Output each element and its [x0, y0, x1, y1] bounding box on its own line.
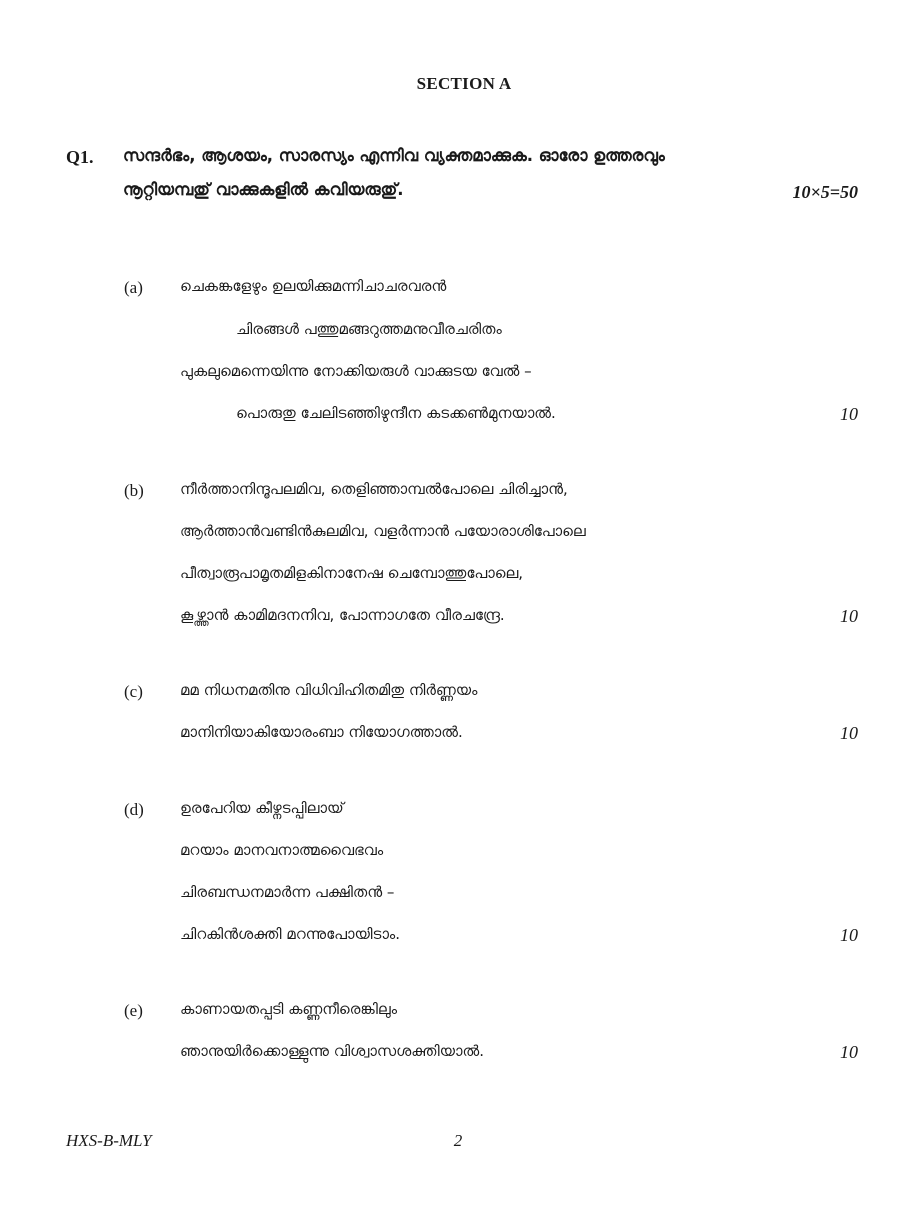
- section-title: SECTION A: [416, 74, 512, 93]
- passage-label: (b): [124, 481, 144, 500]
- passage-label: (c): [124, 682, 143, 701]
- question-total-marks: 10×5=50: [792, 182, 858, 202]
- verse-line: നീർത്താനിന്ദൂപലമിവ, തെളിഞ്ഞാമ്പൽപോലെ ചിരിച്ചാൻ,: [180, 480, 568, 498]
- verse-line: ഉരപേറിയ കീഴ്നടപ്പിലായ്: [180, 799, 344, 817]
- verse-line: കൂഴ്ത്താൻ കാമിമദനനിവ, പോന്നാഗതേ വീരചന്ദ്രേ.: [180, 606, 505, 624]
- passage-label: (d): [124, 800, 144, 819]
- verse-line: ആർത്താൻവണ്ടിൻകുലമിവ, വളർന്നാൻ പയോരാശിപോലെ: [180, 522, 586, 540]
- question-instruction-line-2: നൂറ്റിയമ്പതു് വാക്കുകളിൽ കവിയരുതു്.: [123, 180, 404, 199]
- verse-line: കാണായതപ്പടി കണ്ണനീരെങ്കിലും: [180, 1000, 398, 1018]
- passage-marks: 10: [840, 404, 858, 424]
- passage-marks: 10: [840, 1042, 858, 1062]
- verse-line: മമ നിധനമതിനു വിധിവിഹിതമിതു നിർണ്ണയം: [180, 681, 478, 699]
- verse-line: പൊരുതു ചേലിടഞ്ഞിഴുന്ദീന കടക്കൺമുനയാൽ.: [236, 404, 556, 422]
- passage-marks: 10: [840, 925, 858, 945]
- passage-label: (e): [124, 1001, 143, 1020]
- verse-line: മറയാം മാനവനാത്മവൈഭവം: [180, 841, 384, 859]
- verse-line: പീത്വാരൂപാമൃതമിളകിനാനേഷ ചെമ്പോത്തുപോലെ,: [180, 564, 524, 582]
- verse-line: ഞാനുയിർക്കൊള്ളുന്നു വിശ്വാസശക്തിയാൽ.: [180, 1042, 484, 1060]
- verse-line: ചിരബന്ധനമാർന്ന പക്ഷിതൻ –: [180, 883, 395, 901]
- verse-line: ചിറകിൻശക്തി മറന്നുപോയിടാം.: [180, 925, 400, 943]
- paper-code: HXS-B-MLY: [66, 1131, 152, 1150]
- verse-line: ചിരങ്ങൾ പത്തുമങ്ങറുത്തമനുവീരചരിതം: [236, 320, 502, 338]
- passage-marks: 10: [840, 606, 858, 626]
- verse-line: ചെകങ്കളേഴും ഉലയിക്കുമന്നിചാചരവരൻ: [180, 277, 447, 295]
- question-instruction-line-1: സന്ദർഭം, ആശയം, സാരസ്യം എന്നിവ വ്യക്തമാക്കുക. ഓരോ ഉത്തരവും: [123, 146, 665, 165]
- passage-marks: 10: [840, 723, 858, 743]
- verse-line: മാനിനിയാകിയോരംബാ നിയോഗത്താൽ.: [180, 723, 463, 741]
- verse-line: പുകലുമെന്നെയിന്നു നോക്കിയരുൾ വാക്കുടയ വേൽ –: [180, 362, 532, 380]
- passage-label: (a): [124, 278, 143, 297]
- question-number: Q1.: [66, 147, 94, 167]
- page-number: 2: [453, 1131, 463, 1150]
